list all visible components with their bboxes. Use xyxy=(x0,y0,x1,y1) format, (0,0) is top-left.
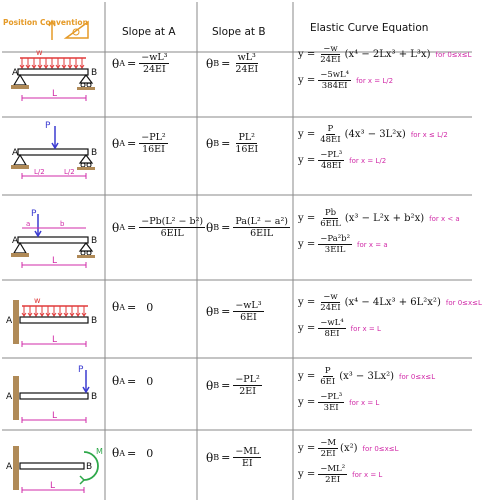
elastic-eq2 xyxy=(298,150,386,171)
theta-symbol: θ xyxy=(112,136,120,151)
numerator: −ML² xyxy=(320,464,346,474)
equation-condition: for 0≤x≤L xyxy=(362,444,399,453)
theta-symbol: θ xyxy=(206,220,214,235)
length-label-half: L/2 xyxy=(64,168,75,176)
label-a: A xyxy=(6,392,13,402)
load-label-p: P xyxy=(78,365,84,375)
numerator: −PL³ xyxy=(320,392,343,402)
fraction xyxy=(318,150,344,171)
equation-lhs: y = xyxy=(298,297,316,308)
slope-b-equation xyxy=(206,216,290,239)
label-b: B xyxy=(91,236,98,246)
theta-symbol: θ xyxy=(112,446,120,460)
beam xyxy=(18,149,88,155)
equation-body: (x³ − L²x + b²x) xyxy=(344,213,425,224)
equation-lhs: y = xyxy=(298,75,316,86)
denominator: EI xyxy=(242,458,253,469)
theta-subscript: B xyxy=(213,223,220,232)
header-slope-a: Slope at A xyxy=(122,26,176,38)
ground-hatch xyxy=(11,165,29,169)
theta-subscript: B xyxy=(213,453,220,462)
ground-hatch xyxy=(11,85,29,89)
denominator: 24EI xyxy=(235,64,259,75)
fraction xyxy=(318,464,347,485)
denominator: 6EIL xyxy=(250,228,274,239)
elastic-eq2 xyxy=(298,70,393,91)
load-label-p: P xyxy=(45,121,51,131)
position-convention-label: Position Convention xyxy=(3,18,88,27)
denominator: 2EI xyxy=(325,475,341,485)
denominator: 384EI xyxy=(321,81,348,91)
fraction xyxy=(318,292,342,313)
equals-sign: = xyxy=(221,57,231,70)
denominator: 3EI xyxy=(323,403,339,413)
equation-lhs: y = xyxy=(298,213,316,224)
length-label-half: L/2 xyxy=(34,168,45,176)
ground-hatch xyxy=(11,253,29,257)
numerator: wL³ xyxy=(237,52,256,63)
load-label-w: w xyxy=(34,296,41,305)
fraction xyxy=(318,438,338,459)
denominator: 6EIL xyxy=(320,219,341,229)
equals-sign: = xyxy=(127,221,137,234)
equals-sign: = xyxy=(127,374,137,388)
denominator: 2EI xyxy=(239,386,256,397)
equation-lhs: y = xyxy=(298,371,316,382)
elastic-eq1 xyxy=(298,124,448,145)
elastic-eq1 xyxy=(298,438,399,459)
theta-subscript: B xyxy=(213,307,220,316)
equals-sign: = xyxy=(221,221,231,234)
label-a: A xyxy=(6,462,13,472)
label-a: A xyxy=(12,148,19,158)
equation-condition: for x = L/2 xyxy=(349,156,387,165)
numerator: P xyxy=(324,366,331,376)
label-b: B xyxy=(91,392,98,402)
length-label: L xyxy=(52,89,58,99)
moment-label-m: M xyxy=(96,447,103,456)
fraction xyxy=(139,52,169,75)
label-a: A xyxy=(12,236,19,246)
equals-sign: = xyxy=(127,300,137,314)
equation-body: (x²) xyxy=(340,443,358,454)
equation-condition: for x < a xyxy=(429,214,460,223)
theta-subscript: A xyxy=(119,59,126,68)
length-label: L xyxy=(50,481,56,491)
theta-symbol: θ xyxy=(112,220,120,235)
ground-hatch xyxy=(77,255,95,258)
beam xyxy=(18,237,88,243)
length-label: L xyxy=(52,411,58,421)
numerator: −Pb(L² − b²) xyxy=(141,216,204,227)
theta-symbol: θ xyxy=(206,304,214,319)
theta-subscript: B xyxy=(213,59,220,68)
label-a: A xyxy=(12,68,19,78)
denominator: 16EI xyxy=(235,144,259,155)
denominator: 6EI xyxy=(320,377,336,387)
equals-sign: = xyxy=(221,137,231,150)
denominator: 24EI xyxy=(320,55,341,65)
numerator: −w xyxy=(323,292,338,302)
beam xyxy=(20,463,84,469)
segment-a-label: a xyxy=(26,220,31,228)
equation-condition: for 0≤x≤L xyxy=(399,372,436,381)
equation-condition: for 0≤x≤L xyxy=(445,298,482,307)
slope-a-equation xyxy=(112,300,153,314)
equals-sign: = xyxy=(221,379,231,392)
fraction xyxy=(233,216,290,239)
numerator: −ML xyxy=(235,446,260,457)
equals-sign: = xyxy=(127,137,137,150)
slope-a-equation xyxy=(112,52,169,75)
equation-condition: for x ≤ L/2 xyxy=(410,130,448,139)
theta-subscript: B xyxy=(213,139,220,148)
segment-b-label: b xyxy=(60,220,65,228)
equation-lhs: y = xyxy=(298,239,316,250)
elastic-eq1 xyxy=(298,366,435,387)
theta-subscript: A xyxy=(119,302,126,312)
length-label: L xyxy=(52,335,58,345)
elastic-eq2 xyxy=(298,234,388,255)
slope-b-equation xyxy=(206,52,260,75)
theta-subscript: A xyxy=(119,223,126,232)
equation-body: (x⁴ − 4Lx³ + 6L²x²) xyxy=(344,297,441,308)
fraction xyxy=(233,52,260,75)
header-slope-b: Slope at B xyxy=(212,26,266,38)
label-b: B xyxy=(91,68,98,78)
ground-hatch xyxy=(77,87,95,90)
fraction xyxy=(318,70,351,91)
slope-b-equation xyxy=(206,300,264,323)
elastic-eq2 xyxy=(298,392,379,413)
label-b: B xyxy=(91,316,98,326)
denominator: 24EI xyxy=(320,303,341,313)
equation-lhs: y = xyxy=(298,443,316,454)
fraction xyxy=(318,318,345,339)
equation-body: (x⁴ − 2Lx³ + L³x) xyxy=(344,49,431,60)
numerator: Pa(L² − a²) xyxy=(235,216,288,227)
theta-symbol: θ xyxy=(206,450,214,465)
fraction xyxy=(139,216,205,239)
fraction xyxy=(233,300,263,323)
numerator: −5wL⁴ xyxy=(320,70,350,80)
slope-value: 0 xyxy=(146,300,154,314)
equation-body: (x³ − 3Lx²) xyxy=(339,371,395,382)
fraction xyxy=(233,132,260,155)
elastic-eq2 xyxy=(298,464,382,485)
equation-condition: for x = L xyxy=(352,470,383,479)
label-b: B xyxy=(91,148,98,158)
numerator: −PL² xyxy=(141,132,166,143)
equation-condition: for x = L xyxy=(350,324,381,333)
denominator: 2EI xyxy=(320,449,336,459)
slope-a-equation xyxy=(112,374,153,388)
equation-lhs: y = xyxy=(298,397,316,408)
fraction xyxy=(318,44,342,65)
fraction xyxy=(318,124,342,145)
fraction xyxy=(318,208,343,229)
slope-value: 0 xyxy=(146,374,154,388)
equals-sign: = xyxy=(127,446,137,460)
fixed-wall xyxy=(13,376,19,420)
load-label-w: w xyxy=(36,48,43,57)
slope-b-equation xyxy=(206,132,260,155)
numerator: −M xyxy=(320,438,337,448)
beam xyxy=(18,69,88,75)
theta-symbol: θ xyxy=(112,56,120,71)
denominator: 24EI xyxy=(142,64,166,75)
numerator: −PL³ xyxy=(320,150,343,160)
equation-condition: for x = a xyxy=(357,240,388,249)
denominator: 6EI xyxy=(240,312,257,323)
numerator: −wL³ xyxy=(141,52,168,63)
theta-subscript: B xyxy=(213,381,220,390)
ground-hatch xyxy=(77,167,95,170)
equals-sign: = xyxy=(221,305,231,318)
fraction xyxy=(233,446,261,469)
equation-lhs: y = xyxy=(298,323,316,334)
elastic-eq1 xyxy=(298,208,460,229)
fraction xyxy=(139,132,167,155)
equation-condition: for 0≤x≤L xyxy=(435,50,472,59)
numerator: P xyxy=(327,124,334,134)
length-label: L xyxy=(52,256,58,266)
fraction xyxy=(318,234,352,255)
slope-b-equation xyxy=(206,374,262,397)
slope-a-equation xyxy=(112,132,168,155)
equation-lhs: y = xyxy=(298,129,316,140)
fixed-wall xyxy=(13,300,19,344)
numerator: −wL⁴ xyxy=(320,318,344,328)
numerator: −w xyxy=(323,44,338,54)
elastic-eq1 xyxy=(298,44,472,65)
denominator: 16EI xyxy=(142,144,165,155)
denominator: 8EI xyxy=(324,329,340,339)
moment-arrow-head xyxy=(80,476,84,484)
denominator: 6EIL xyxy=(160,228,184,239)
numerator: Pb xyxy=(324,208,337,218)
denominator: 48EI xyxy=(320,135,341,145)
slope-b-equation xyxy=(206,446,261,469)
slope-a-equation xyxy=(112,446,153,460)
theta-symbol: θ xyxy=(206,56,214,71)
numerator: −wL³ xyxy=(235,300,262,311)
numerator: PL² xyxy=(238,132,255,143)
theta-symbol: θ xyxy=(112,300,120,314)
fixed-wall xyxy=(13,446,19,490)
elastic-eq1 xyxy=(298,292,482,313)
slope-a-equation xyxy=(112,216,205,239)
label-b: B xyxy=(86,462,93,472)
theta-subscript: A xyxy=(119,376,126,386)
denominator: 48EI xyxy=(320,161,342,171)
theta-subscript: A xyxy=(119,139,126,148)
fraction xyxy=(318,392,344,413)
header-elastic-curve: Elastic Curve Equation xyxy=(310,22,429,34)
slope-value: 0 xyxy=(146,446,154,460)
equation-lhs: y = xyxy=(298,49,316,60)
fraction xyxy=(318,366,337,387)
label-a: A xyxy=(6,316,13,326)
theta-subscript: A xyxy=(119,448,126,458)
theta-symbol: θ xyxy=(112,374,120,388)
equation-lhs: y = xyxy=(298,155,316,166)
load-label-p: P xyxy=(31,209,37,219)
numerator: −PL² xyxy=(235,374,260,385)
equation-lhs: y = xyxy=(298,469,316,480)
equation-condition: for x = L/2 xyxy=(356,76,394,85)
theta-symbol: θ xyxy=(206,136,214,151)
equation-condition: for x = L xyxy=(349,398,380,407)
denominator: 3EIL xyxy=(324,245,346,255)
equals-sign: = xyxy=(127,57,137,70)
numerator: −Pa²b² xyxy=(320,234,351,244)
beam xyxy=(20,393,88,399)
equation-body: (4x³ − 3L²x) xyxy=(344,129,406,140)
elastic-eq2 xyxy=(298,318,381,339)
beam xyxy=(20,317,88,323)
equals-sign: = xyxy=(221,451,231,464)
fraction xyxy=(233,374,261,397)
theta-symbol: θ xyxy=(206,378,214,393)
